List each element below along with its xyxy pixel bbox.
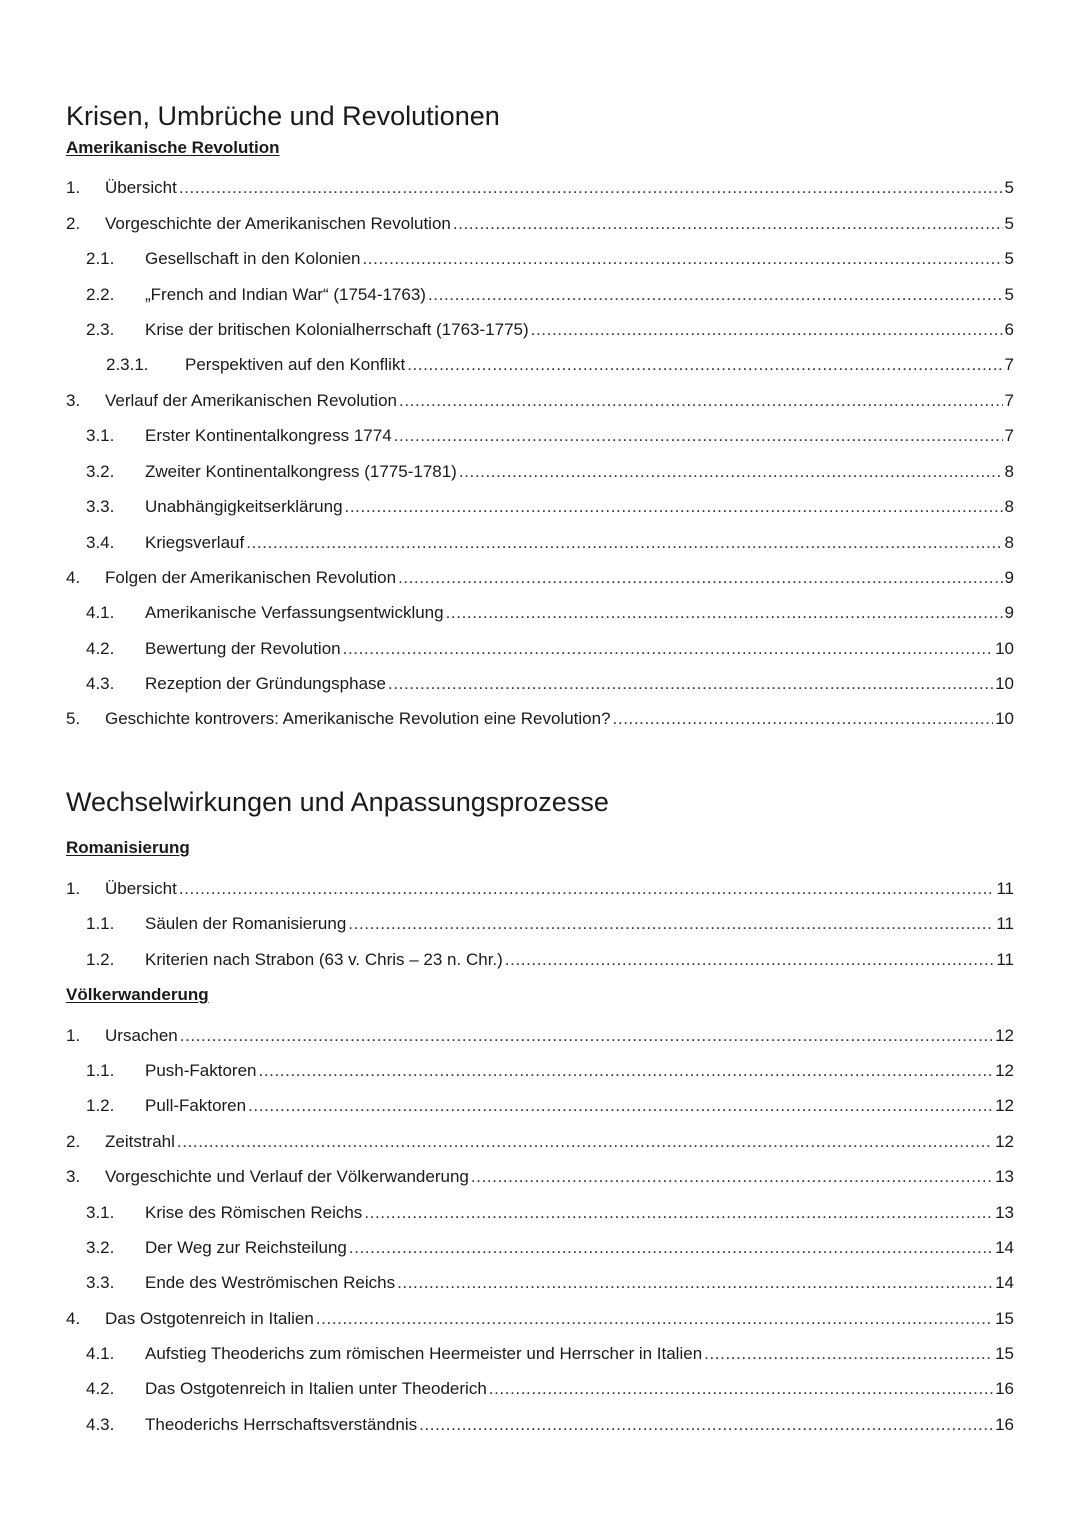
entry-page: 12 [995,1096,1014,1115]
entry-number: 4. [66,568,81,587]
entry-page: 8 [1004,497,1014,516]
entry-page: 8 [1004,533,1014,552]
dot-leader [505,948,995,972]
entry-label: Der Weg zur Reichsteilung [145,1238,347,1257]
toc-entry[interactable] [86,1271,1014,1295]
entry-page: 14 [995,1273,1014,1292]
dot-leader [349,1236,993,1260]
entry-label: Push-Faktoren [145,1061,257,1080]
dot-leader [348,912,994,936]
entry-number: 3.3. [86,1273,115,1292]
dot-leader [177,1130,993,1154]
dot-leader [362,247,1002,271]
entry-label: Perspektiven auf den Konflikt [185,355,406,374]
dot-leader [613,707,994,731]
toc-entry[interactable] [86,531,1014,555]
entry-number: 4.2. [86,1379,115,1398]
dot-leader [179,877,995,901]
entry-label: Gesellschaft in den Kolonien [145,249,361,268]
entry-page: 6 [1004,320,1014,339]
dot-leader [394,424,1003,448]
entry-label: Übersicht [105,879,177,898]
toc-entry[interactable] [86,672,1014,696]
toc-entry[interactable] [86,637,1014,661]
toc-entry[interactable] [66,176,1014,200]
entry-number: 3.1. [86,426,115,445]
entry-label: Amerikanische Verfassungsentwicklung [145,603,444,622]
entry-number: 2.1. [86,249,115,268]
entry-page: 12 [995,1132,1014,1151]
dot-leader [248,1094,993,1118]
subsection-title[interactable]: Amerikanische Revolution [66,138,280,157]
dot-leader [345,495,1003,519]
entry-number: 3.4. [86,533,115,552]
entry-page: 16 [995,1415,1014,1434]
entry-number: 3.2. [86,1238,115,1257]
entry-number: 2.2. [86,285,115,304]
toc-entry[interactable] [86,912,1014,936]
entry-number: 4.1. [86,1344,115,1363]
entry-page: 7 [1004,391,1014,410]
entry-label: Kriterien nach Strabon (63 v. Chris – 23 n. Chr.) [145,950,503,969]
entry-page: 11 [996,914,1014,933]
toc-entry[interactable] [86,1236,1014,1260]
entry-number: 4.3. [86,674,115,693]
toc-entry[interactable] [86,1201,1014,1225]
dot-leader [459,460,1003,484]
entry-number: 1.1. [86,1061,115,1080]
entry-page: 9 [1004,568,1014,587]
entry-page: 12 [995,1026,1014,1045]
toc-entry[interactable] [86,1094,1014,1118]
entry-label: „French and Indian War“ (1754-1763) [145,285,426,304]
section-title: Krisen, Umbrüche und Revolutionen [66,101,500,131]
dot-leader [246,531,1002,555]
entry-page: 5 [1004,178,1014,197]
entry-page: 13 [995,1203,1014,1222]
entry-label: Unabhängigkeitserklärung [145,497,343,516]
toc-entry[interactable] [86,283,1014,307]
dot-leader [259,1059,994,1083]
entry-label: Krise des Römischen Reichs [145,1203,363,1222]
entry-label: Das Ostgotenreich in Italien unter Theoderich [145,1379,487,1398]
section-title: Wechselwirkungen und Anpassungsprozesse [66,787,609,817]
entry-number: 1.2. [86,1096,115,1115]
entry-label: Übersicht [105,178,177,197]
entry-page: 7 [1004,426,1014,445]
entry-number: 3.2. [86,462,115,481]
entry-label: Kriegsverlauf [145,533,245,552]
entry-number: 1. [66,178,81,197]
dot-leader [419,1413,993,1437]
entry-page: 5 [1004,214,1014,233]
dot-leader [316,1307,993,1331]
dot-leader [397,1271,993,1295]
entry-label: Aufstieg Theoderichs zum römischen Heermeister und Herrscher in Italien [145,1344,703,1363]
entry-label: Zeitstrahl [105,1132,175,1151]
entry-number: 4. [66,1309,81,1328]
subsection-title[interactable]: Romanisierung [66,838,190,857]
entry-number: 5. [66,709,81,728]
entry-page: 12 [995,1061,1014,1080]
entry-page: 15 [995,1344,1014,1363]
entry-page: 10 [995,709,1014,728]
entry-label: Säulen der Romanisierung [145,914,347,933]
entry-number: 3. [66,391,81,410]
entry-page: 11 [996,950,1014,969]
toc-entry[interactable] [106,353,1014,377]
toc-entry[interactable] [86,247,1014,271]
dot-leader [453,212,1003,236]
entry-label: Vorgeschichte und Verlauf der Völkerwanderung [105,1167,469,1186]
entry-page: 10 [995,674,1014,693]
entry-page: 7 [1004,355,1014,374]
toc-entry[interactable] [66,1130,1014,1154]
entry-label: Theoderichs Herrschaftsverständnis [145,1415,418,1434]
entry-label: Krise der britischen Kolonialherrschaft (1763-1775) [145,320,529,339]
dot-leader [489,1377,993,1401]
entry-label: Folgen der Amerikanischen Revolution [105,568,397,587]
toc-entry[interactable] [66,1307,1014,1331]
entry-page: 13 [995,1167,1014,1186]
dot-leader [531,318,1003,342]
entry-label: Bewertung der Revolution [145,639,341,658]
entry-page: 15 [995,1309,1014,1328]
toc-entry[interactable] [86,1413,1014,1437]
dot-leader [446,601,1003,625]
entry-label: Zweiter Kontinentalkongress (1775-1781) [145,462,457,481]
dot-leader [179,176,1003,200]
entry-number: 1. [66,1026,81,1045]
entry-label: Pull-Faktoren [145,1096,247,1115]
toc-entry[interactable] [86,1377,1014,1401]
entry-number: 2.3. [86,320,115,339]
dot-leader [471,1165,993,1189]
dot-leader [388,672,993,696]
dot-leader [398,566,1002,590]
entry-label: Vorgeschichte der Amerikanischen Revolution [105,214,451,233]
toc-entry[interactable] [86,601,1014,625]
entry-page: 8 [1004,462,1014,481]
entry-page: 14 [995,1238,1014,1257]
entry-number: 4.3. [86,1415,115,1434]
entry-label: Ursachen [105,1026,178,1045]
entry-page: 16 [995,1379,1014,1398]
dot-leader [180,1024,993,1048]
entry-number: 3.3. [86,497,115,516]
toc-entry[interactable] [86,318,1014,342]
entry-number: 3. [66,1167,81,1186]
toc-entry[interactable] [86,1059,1014,1083]
entry-page: 5 [1004,249,1014,268]
toc-entry[interactable] [86,948,1014,972]
toc-entry[interactable] [86,424,1014,448]
dot-leader [407,353,1002,377]
entry-page: 11 [996,879,1014,898]
entry-page: 5 [1004,285,1014,304]
entry-page: 10 [995,639,1014,658]
entry-number: 2.3.1. [106,355,149,374]
entry-number: 2. [66,214,81,233]
entry-label: Das Ostgotenreich in Italien [105,1309,314,1328]
entry-label: Erster Kontinentalkongress 1774 [145,426,392,445]
dot-leader [704,1342,993,1366]
entry-label: Geschichte kontrovers: Amerikanische Revolution eine Revolution? [105,709,611,728]
entry-number: 1. [66,879,81,898]
entry-number: 4.2. [86,639,115,658]
entry-number: 3.1. [86,1203,115,1222]
entry-number: 4.1. [86,603,115,622]
entry-number: 1.1. [86,914,115,933]
toc-entry[interactable] [86,495,1014,519]
entry-label: Rezeption der Gründungsphase [145,674,386,693]
toc-entry[interactable] [66,389,1014,413]
entry-page: 9 [1004,603,1014,622]
dot-leader [399,389,1003,413]
entry-number: 1.2. [86,950,115,969]
dot-leader [343,637,993,661]
toc-entry[interactable] [66,877,1014,901]
dot-leader [364,1201,993,1225]
entry-label: Verlauf der Amerikanischen Revolution [105,391,397,410]
toc-entry[interactable] [86,460,1014,484]
entry-number: 2. [66,1132,81,1151]
toc-entry[interactable] [86,1342,1014,1366]
subsection-title[interactable]: Völkerwanderung [66,985,209,1004]
toc-entry[interactable] [66,1024,1014,1048]
dot-leader [428,283,1003,307]
toc-entry[interactable] [66,566,1014,590]
toc-entry[interactable] [66,212,1014,236]
toc-entry[interactable] [66,1165,1014,1189]
toc-entry[interactable] [66,707,1014,731]
entry-label: Ende des Weströmischen Reichs [145,1273,396,1292]
